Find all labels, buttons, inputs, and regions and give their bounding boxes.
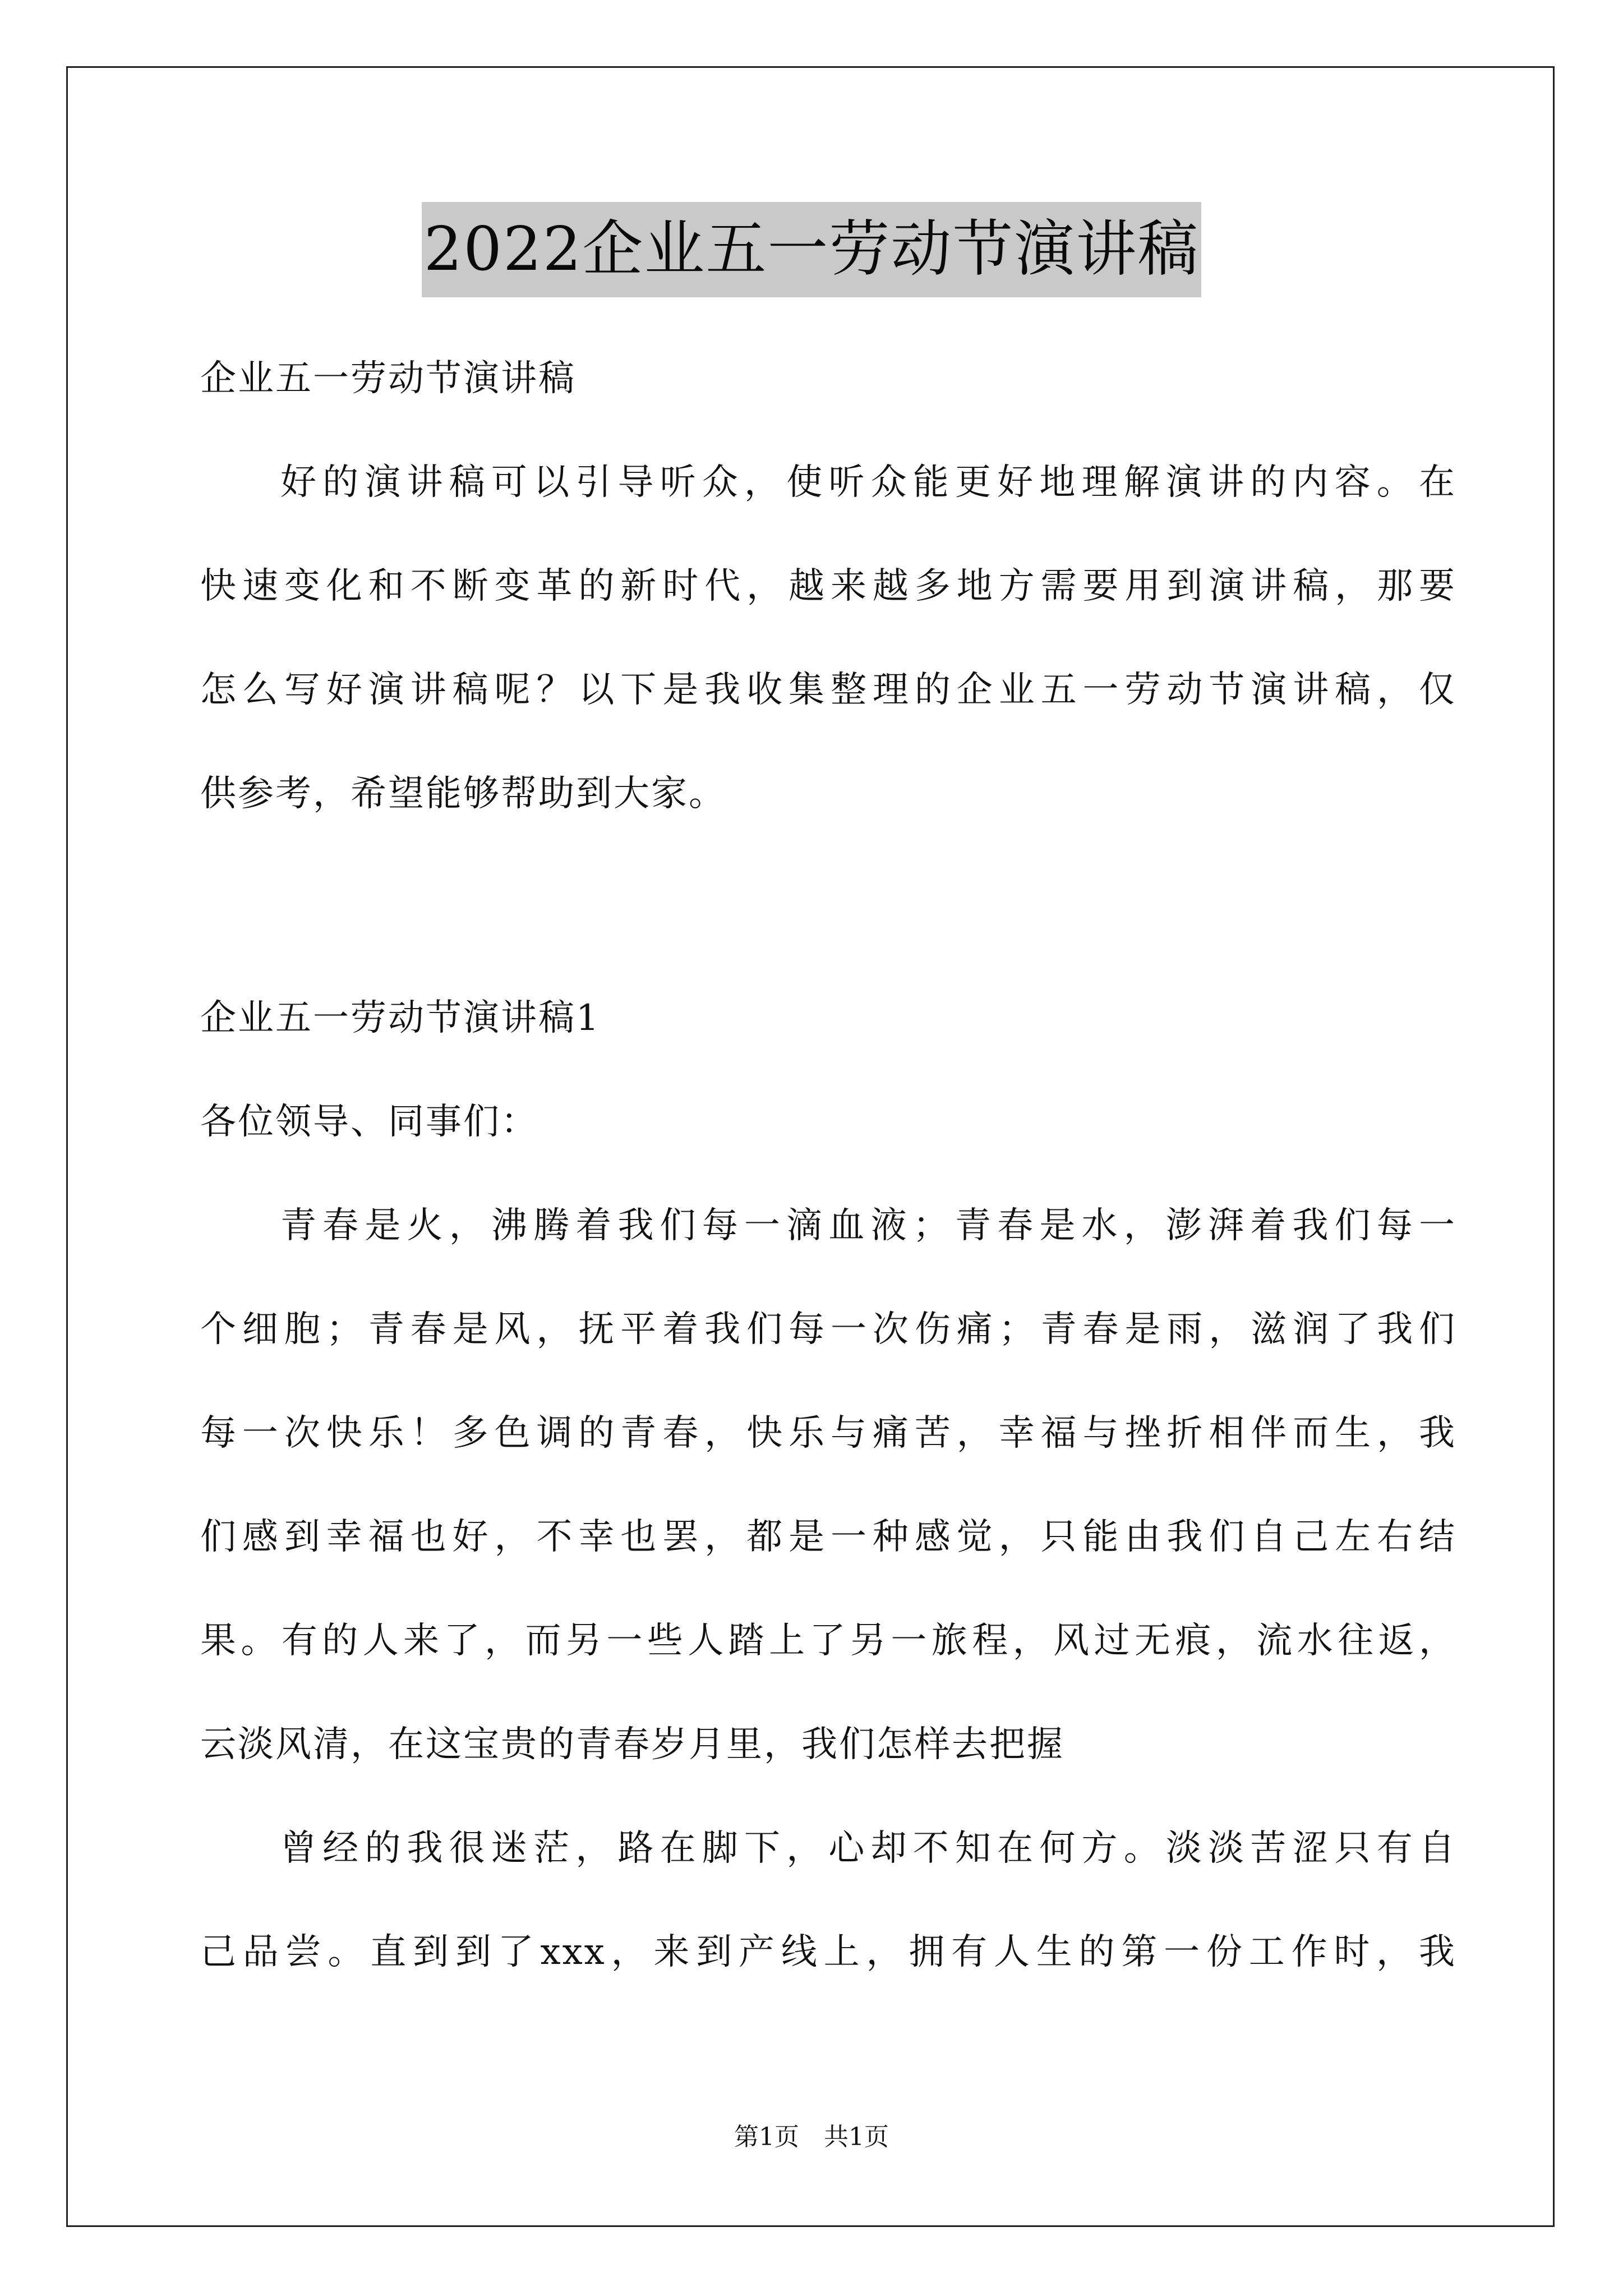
- intro-line-1: 好的演讲稿可以引导听众，使听众能更好地理解演讲的内容。在: [280, 462, 1456, 503]
- salutation: 各位领导、同事们：: [200, 1101, 538, 1143]
- title-container: [0, 202, 1623, 297]
- intro-line-3: 怎么写好演讲稿呢？以下是我收集整理的企业五一劳动节演讲稿，仅: [200, 669, 1456, 711]
- paragraph1-line-6: 云淡风清，在这宝贵的青春岁月里，我们怎样去把握: [200, 1724, 1064, 1765]
- paragraph2-line-1: 曾经的我很迷茫，路在脚下，心却不知在何方。淡淡苦涩只有自: [280, 1828, 1456, 1869]
- subtitle: 企业五一劳动节演讲稿: [200, 358, 576, 399]
- intro-line-2: 快速变化和不断变革的新时代，越来越多地方需要用到演讲稿，那要: [200, 565, 1456, 607]
- page-footer: 第1页 共1页: [734, 2123, 889, 2151]
- paragraph1-line-2: 个细胞；青春是风，抚平着我们每一次伤痛；青春是雨，滋润了我们: [200, 1309, 1456, 1350]
- paragraph1-line-5: 果。有的人来了，而另一些人踏上了另一旅程，风过无痕，流水往返，: [200, 1620, 1456, 1662]
- document-title: 2022企业五一劳动节演讲稿: [422, 202, 1202, 297]
- intro-line-4: 供参考，希望能够帮助到大家。: [200, 773, 726, 815]
- paragraph2-line-2: 己品尝。直到到了xxx，来到产线上，拥有人生的第一份工作时，我: [200, 1931, 1456, 1973]
- section-heading: 企业五一劳动节演讲稿1: [200, 997, 601, 1039]
- paragraph1-line-4: 们感到幸福也好，不幸也罢，都是一种感觉，只能由我们自己左右结: [200, 1516, 1456, 1558]
- paragraph1-line-3: 每一次快乐！多色调的青春，快乐与痛苦，幸福与挫折相伴而生，我: [200, 1412, 1456, 1454]
- paragraph1-line-1: 青春是火，沸腾着我们每一滴血液；青春是水，澎湃着我们每一: [280, 1205, 1456, 1246]
